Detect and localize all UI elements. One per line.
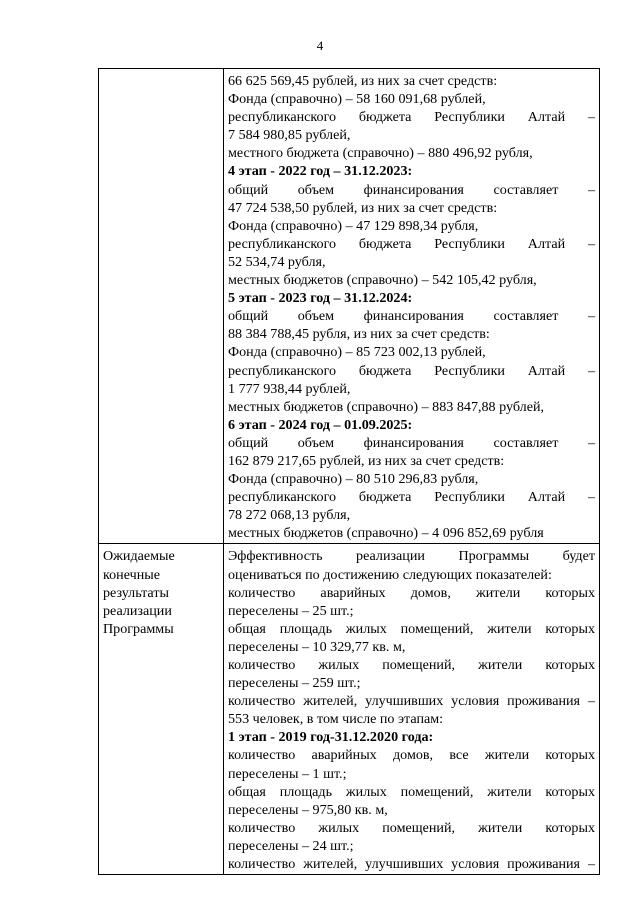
content-line: 88 384 788,45 рубля, из них за счет средств: — [228, 326, 490, 343]
content-line: общий объем финансирования составляет – — [228, 181, 595, 198]
stage-heading: 5 этап - 2023 год – 31.12.2024: — [228, 290, 413, 307]
content-line: местных бюджетов (справочно) – 4 096 852,69 рубля — [228, 525, 544, 542]
content-line: переселены – 25 шт.; — [228, 602, 354, 619]
content-line: 1 777 938,44 рублей, — [228, 380, 351, 397]
content-line: общий объем финансирования составляет – — [228, 308, 595, 325]
content-line: оцениваться по достижению следующих показателей: — [228, 566, 552, 583]
row-label-line: конечные — [103, 566, 160, 583]
content-line: Фонда (справочно) – 80 510 296,83 рубля, — [228, 471, 479, 488]
row-content-cell — [224, 544, 600, 875]
content-line: Фонда (справочно) – 85 723 002,13 рублей, — [228, 344, 486, 361]
content-line: 66 625 569,45 рублей, из них за счет средств: — [228, 73, 498, 89]
content-line: переселены – 259 шт.; — [228, 675, 361, 692]
program-passport-table — [98, 68, 600, 875]
content-line: переселены – 10 329,77 кв. м, — [228, 638, 406, 655]
content-line: общий объем финансирования составляет – — [228, 434, 595, 451]
row-label-cell — [99, 544, 224, 875]
content-line: местных бюджетов (справочно) – 883 847,88 рублей, — [228, 398, 545, 415]
content-line: 78 272 068,13 рубля, — [228, 507, 351, 524]
content-line: Фонда (справочно) – 58 160 091,68 рублей, — [228, 91, 486, 108]
content-line: республиканского бюджета Республики Алтай – — [228, 489, 595, 506]
row-label-line: Программы — [103, 620, 174, 637]
content-line: общая площадь жилых помещений, жители которых — [228, 783, 595, 800]
content-line: 553 человек, в том числе по этапам: — [228, 711, 444, 728]
content-line: местных бюджетов (справочно) – 542 105,42 рубля, — [228, 272, 537, 289]
content-line: переселены – 975,80 кв. м, — [228, 801, 388, 818]
table-row — [99, 69, 600, 544]
content-line: 162 879 217,65 рублей, из них за счет средств: — [228, 452, 505, 469]
content-line: количество жителей, улучшивших условия проживания – — [228, 856, 595, 873]
row-content-cell — [224, 69, 600, 544]
content-line: Эффективность реализации Программы будет — [228, 548, 595, 565]
content-line: 47 724 538,50 рублей, из них за счет средств: — [228, 199, 498, 216]
content-line: количество аварийных домов, жители которых — [228, 584, 595, 601]
row-label-line: результаты — [103, 584, 169, 601]
stage-heading: 4 этап - 2022 год – 31.12.2023: — [228, 163, 413, 180]
content-line: переселены – 1 шт.; — [228, 765, 347, 782]
content-line: количество аварийных домов, все жители которых — [228, 747, 595, 764]
content-line: количество жилых помещений, жители которых — [228, 657, 595, 673]
content-line: республиканского бюджета Республики Алтай – — [228, 109, 595, 126]
table-row — [99, 544, 600, 875]
stage-heading: 6 этап - 2024 год – 01.09.2025: — [228, 416, 413, 433]
row-label-line: Ожидаемые — [103, 548, 175, 565]
content-line: 52 534,74 рубля, — [228, 253, 326, 270]
row-label-cell — [99, 69, 224, 544]
content-line: переселены – 24 шт.; — [228, 837, 354, 854]
row-label-line: реализации — [103, 602, 172, 619]
content-line: количество жилых помещений, жители которых — [228, 819, 595, 836]
stage-heading: 1 этап - 2019 год-31.12.2020 года: — [228, 729, 434, 746]
content-line: республиканского бюджета Республики Алтай – — [228, 235, 595, 252]
content-line: местного бюджета (справочно) – 880 496,92 рубля, — [228, 145, 533, 162]
content-line: общая площадь жилых помещений, жители которых — [228, 620, 595, 637]
content-line: 7 584 980,85 рублей, — [228, 127, 351, 144]
page-number: 4 — [316, 38, 324, 53]
table-body — [99, 69, 600, 875]
content-line: Фонда (справочно) – 47 129 898,34 рубля, — [228, 217, 479, 234]
content-line: количество жителей, улучшивших условия проживания – — [228, 693, 595, 710]
content-line: республиканского бюджета Республики Алтай – — [228, 362, 595, 379]
